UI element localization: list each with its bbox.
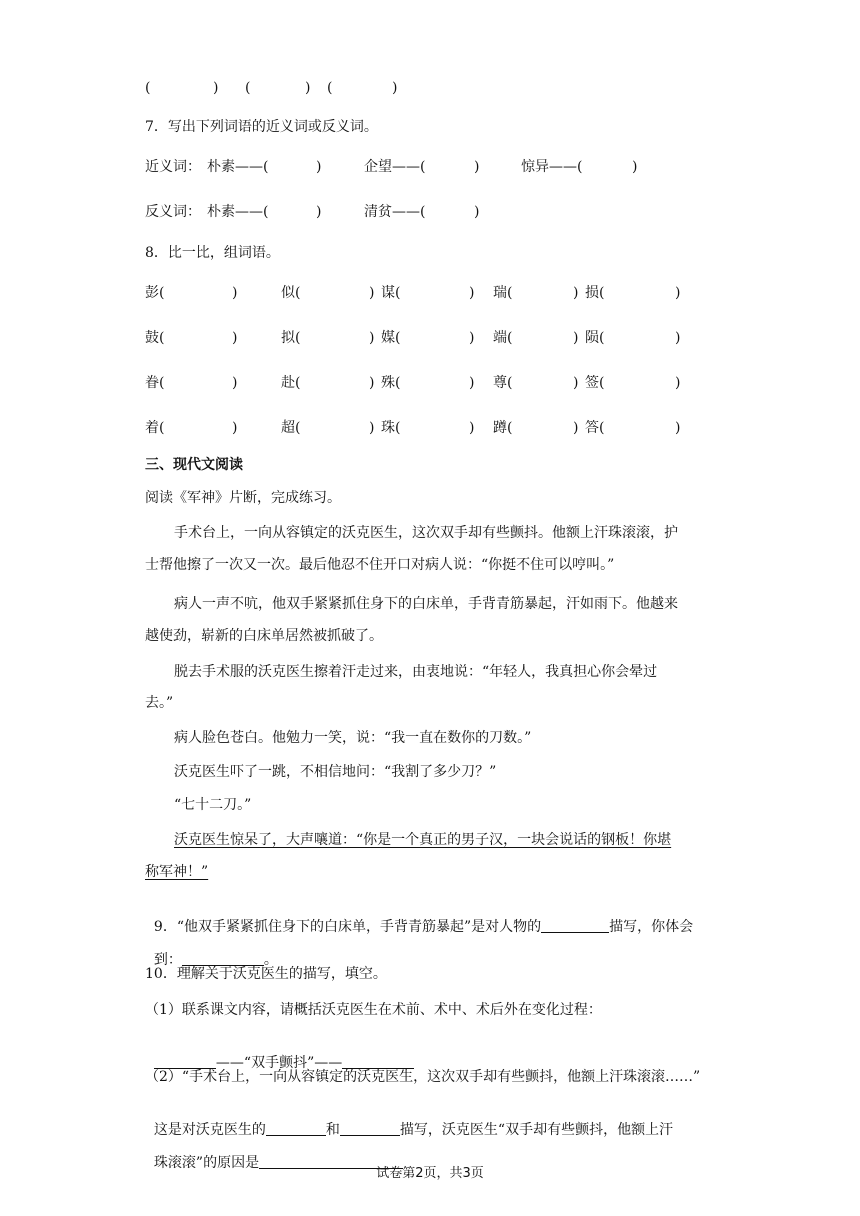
paren-close: ): [232, 420, 238, 436]
synonym-item: 企望——(: [364, 159, 426, 175]
passage-line: 手术台上，一向从容镇定的沃克医生，这次双手却有些颤抖。他额上汗珠滚滚，护: [174, 525, 678, 541]
passage-line: 去。”: [145, 695, 174, 711]
paren-close: ): [632, 159, 638, 175]
paren-close: ): [573, 330, 579, 346]
question-10-text: 这是对沃克医生的: [153, 1122, 266, 1138]
question-9-text: 9．“他双手紧紧抓住身下的白床单，手背青筋暴起”是对人物的: [153, 919, 542, 935]
word-item: 赴(: [281, 375, 301, 391]
passage-line: “七十二刀。”: [174, 797, 252, 813]
antonym-item: 朴素——(: [207, 204, 269, 220]
word-item: 答(: [585, 420, 605, 436]
word-item: 彭(: [145, 285, 165, 301]
question-10-text: 描写，沃克医生“双手却有些颤抖，他额上汗: [399, 1122, 674, 1138]
synonym-item: 惊异——(: [521, 159, 583, 175]
paren-open: (: [145, 80, 151, 96]
paren-close: ): [474, 159, 480, 175]
paren-close: ): [369, 285, 375, 301]
paren-close: ): [675, 420, 681, 436]
antonym-item: 清贫——(: [364, 204, 426, 220]
answer-blank[interactable]: [541, 918, 609, 933]
paren-open: (: [327, 80, 333, 96]
synonym-item: 朴素——(: [207, 159, 269, 175]
paren-close: ): [469, 420, 475, 436]
word-item: 眷(: [145, 375, 165, 391]
question-9-text: 描写，你体会: [609, 919, 694, 935]
antonym-label: 反义词：: [145, 204, 201, 220]
word-item: 端(: [493, 330, 513, 346]
passage-line: 越使劲，崭新的白床单居然被抓破了。: [145, 628, 383, 644]
word-item: 珠(: [381, 420, 401, 436]
paren-close: ): [232, 375, 238, 391]
passage-line-underlined: 称军神！”: [145, 864, 209, 880]
word-item: 媒(: [381, 330, 401, 346]
paren-close: ): [316, 204, 322, 220]
paren-close: ): [675, 330, 681, 346]
question-10-text: 和: [325, 1122, 340, 1138]
synonym-label: 近义词：: [145, 159, 201, 175]
paren-close: ): [675, 375, 681, 391]
question-8-title: 8．比一比，组词语。: [145, 245, 280, 261]
paren-close: ): [232, 285, 238, 301]
question-9-text: 到：: [153, 952, 182, 968]
paren-close: ): [316, 159, 322, 175]
section-heading: 三、现代文阅读: [145, 457, 243, 473]
paren-close: ): [369, 330, 375, 346]
paren-open: (: [245, 80, 251, 96]
paren-close: ): [469, 330, 475, 346]
question-10-text: ——“双手颤抖”——: [215, 1055, 343, 1071]
question-10-part2: （2）“手术台上，一向从容镇定的沃克医生，这次双手却有些颤抖，他额上汗珠滚滚……”: [145, 1069, 701, 1085]
question-7-title: 7．写出下列词语的近义词或反义词。: [145, 119, 378, 135]
paren-close: ): [573, 285, 579, 301]
question-10-part1: （1）联系课文内容，请概括沃克医生在术前、术中、术后外在变化过程：: [145, 1002, 602, 1018]
word-item: 鼓(: [145, 330, 165, 346]
paren-close: ): [469, 375, 475, 391]
passage-line: 病人一声不吭，他双手紧紧抓住身下的白床单，手背青筋暴起，汗如雨下。他越来: [174, 596, 678, 612]
word-item: 拟(: [281, 330, 301, 346]
passage-line: 病人脸色苍白。他勉力一笑，说：“我一直在数你的刀数。”: [174, 730, 532, 746]
paren-close: ): [369, 375, 375, 391]
paren-close: ): [474, 204, 480, 220]
word-item: 签(: [585, 375, 605, 391]
page-footer: 试卷第2页，共3页: [376, 1166, 484, 1181]
word-item: 着(: [145, 420, 165, 436]
passage-line: 沃克医生吓了一跳，不相信地问：“我割了多少刀？”: [174, 764, 497, 780]
paren-close: ): [573, 375, 579, 391]
word-item: 超(: [281, 420, 301, 436]
word-item: 似(: [281, 285, 301, 301]
passage-line-underlined: 沃克医生惊呆了，大声嚷道：“你是一个真正的男子汉，一块会说话的钢板！你堪: [174, 832, 672, 848]
paren-close: ): [392, 80, 398, 96]
word-item: 尊(: [493, 375, 513, 391]
question-9-text: 。: [263, 952, 278, 968]
paren-close: ): [305, 80, 311, 96]
word-item: 陨(: [585, 330, 605, 346]
word-item: 谋(: [381, 285, 401, 301]
passage-line: 脱去手术服的沃克医生擦着汗走过来，由衷地说：“年轻人，我真担心你会晕过: [174, 664, 658, 680]
paren-close: ): [213, 80, 219, 96]
word-item: 瑞(: [493, 285, 513, 301]
word-item: 殊(: [381, 375, 401, 391]
word-item: 蹲(: [493, 420, 513, 436]
paren-close: ): [469, 285, 475, 301]
word-item: 损(: [585, 285, 605, 301]
passage-line: 士帮他擦了一次又一次。最后他忍不住开口对病人说：“你挺不住可以哼叫。”: [145, 557, 615, 573]
question-10-text: 珠滚滚”的原因是: [153, 1155, 260, 1171]
paren-close: ): [369, 420, 375, 436]
question-10-title: 10．理解关于沃克医生的描写，填空。: [145, 966, 387, 982]
paren-close: ): [675, 285, 681, 301]
paren-close: ): [573, 420, 579, 436]
paren-close: ): [232, 330, 238, 346]
reading-intro: 阅读《军神》片断，完成练习。: [145, 490, 341, 506]
